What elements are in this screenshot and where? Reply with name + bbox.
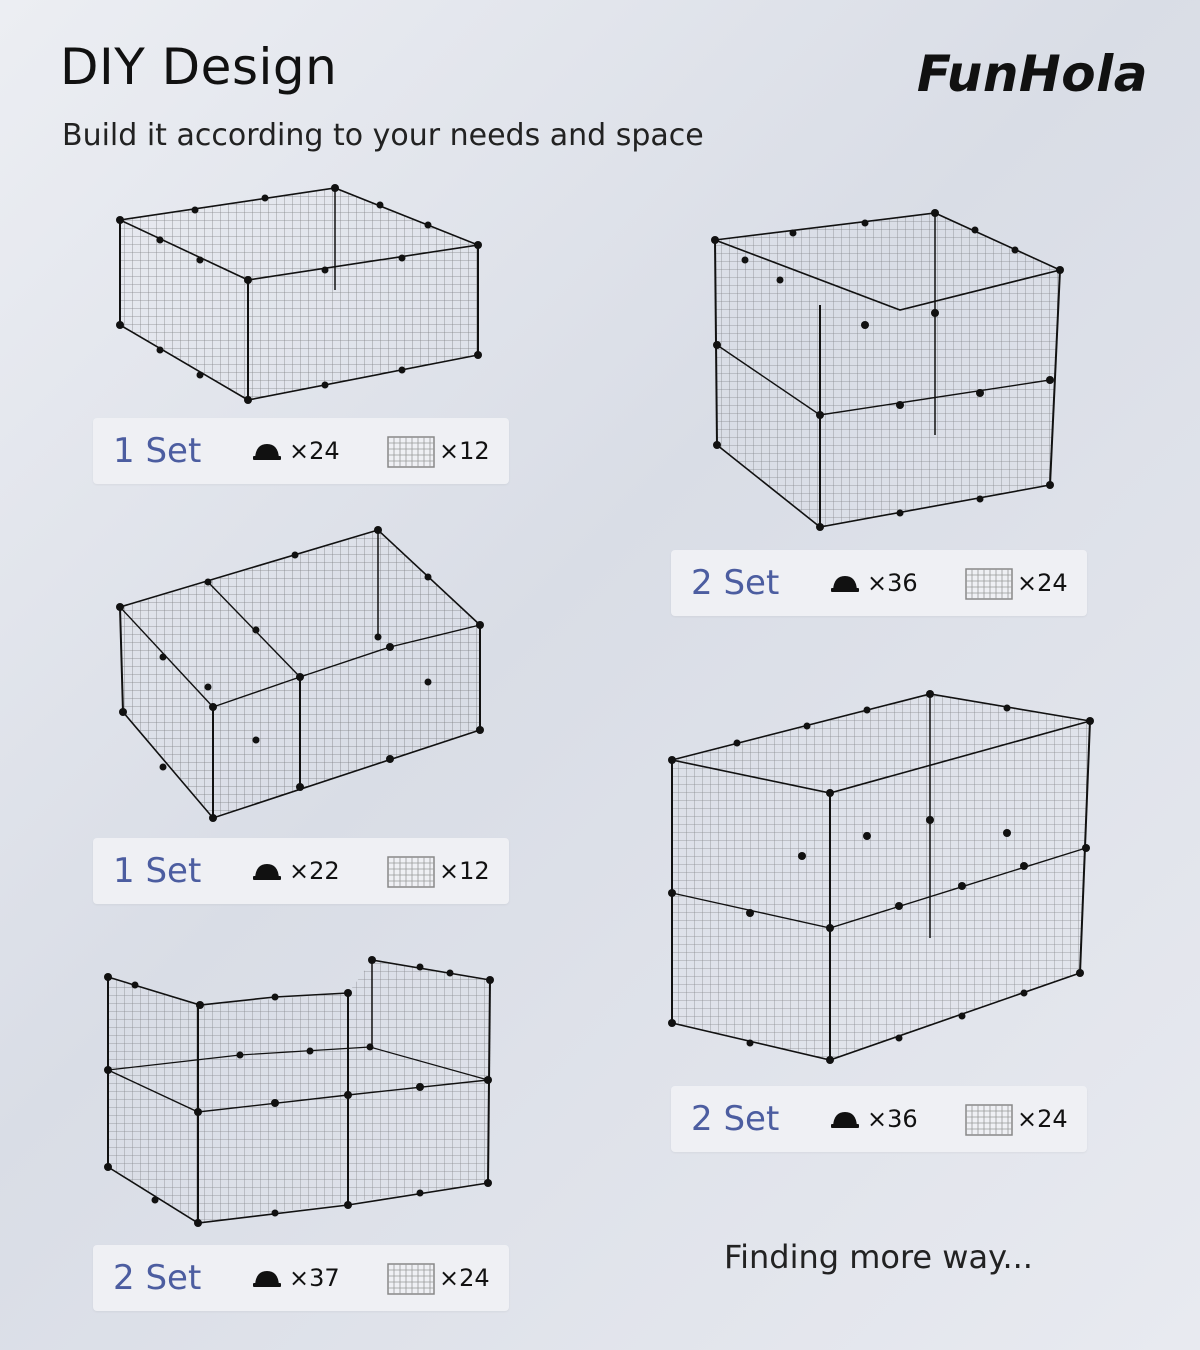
joints-quantity: ×37 bbox=[289, 1264, 340, 1292]
wire-panel-icon bbox=[387, 856, 435, 888]
joint-connector-icon bbox=[253, 1269, 281, 1287]
joint-connector-icon bbox=[831, 574, 859, 592]
page-subtitle: Build it according to your needs and space bbox=[62, 118, 704, 153]
wire-panel-icon bbox=[965, 568, 1013, 600]
config-card-3 bbox=[93, 838, 509, 904]
pen-illustration-1 bbox=[100, 180, 500, 410]
wire-panel-icon bbox=[965, 1104, 1013, 1136]
panels-quantity: ×24 bbox=[1017, 569, 1068, 597]
panels-quantity: ×24 bbox=[1017, 1105, 1068, 1133]
joints-quantity: ×22 bbox=[289, 857, 340, 885]
wire-panel-icon bbox=[387, 1263, 435, 1295]
more-ways-text: Finding more way... bbox=[724, 1238, 1033, 1276]
joint-connector-icon bbox=[831, 1110, 859, 1128]
joint-connector-icon bbox=[253, 862, 281, 880]
panels-quantity: ×12 bbox=[439, 437, 490, 465]
set-label: 1 Set bbox=[113, 431, 202, 471]
set-label: 1 Set bbox=[113, 851, 202, 891]
joints-quantity: ×24 bbox=[289, 437, 340, 465]
pen-illustration-2 bbox=[705, 205, 1070, 535]
set-label: 2 Set bbox=[691, 1099, 780, 1139]
joints-quantity: ×36 bbox=[867, 569, 918, 597]
config-card-2 bbox=[671, 550, 1087, 616]
pen-illustration-4 bbox=[662, 688, 1097, 1068]
panels-quantity: ×24 bbox=[439, 1264, 490, 1292]
panels-quantity: ×12 bbox=[439, 857, 490, 885]
set-label: 2 Set bbox=[113, 1258, 202, 1298]
page-title: DIY Design bbox=[60, 38, 338, 96]
pen-illustration-5 bbox=[100, 955, 500, 1230]
pen-illustration-3 bbox=[108, 522, 488, 822]
config-card-5 bbox=[93, 1245, 509, 1311]
config-card-1 bbox=[93, 418, 509, 484]
wire-panel-icon bbox=[387, 436, 435, 468]
set-label: 2 Set bbox=[691, 563, 780, 603]
joints-quantity: ×36 bbox=[867, 1105, 918, 1133]
config-card-4 bbox=[671, 1086, 1087, 1152]
joint-connector-icon bbox=[253, 442, 281, 460]
brand-logo: FunHola bbox=[916, 45, 1148, 103]
